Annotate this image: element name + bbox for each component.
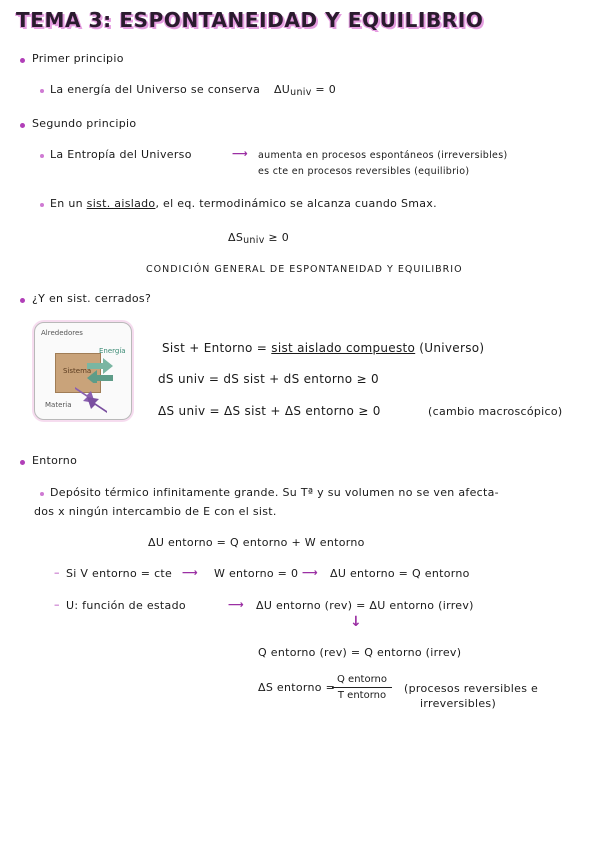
primer-energia-eq: ΔU <box>273 83 291 96</box>
fraction-denominator: T entorno <box>337 690 387 701</box>
bullet-dot <box>20 123 25 128</box>
aislado-post: , el eq. termodinámico se alcanza cuando Smax. <box>155 197 437 210</box>
bullet-dot <box>20 58 25 63</box>
segundo-heading: Segundo principio <box>32 117 137 130</box>
entorno-si-c: ΔU entorno = Q entorno <box>330 567 470 580</box>
primer-energia-text: La energía del Universo se conserva <box>50 83 261 96</box>
entorno-u-b: ΔU entorno (rev) = ΔU entorno (irrev) <box>256 599 474 612</box>
eq1-post: (Universo) <box>415 341 485 355</box>
diagram-sistema: Sistema <box>63 367 92 375</box>
system-diagram <box>34 322 132 420</box>
matter-arrows-icon <box>71 385 111 415</box>
condicion-general: CONDICIÓN GENERAL DE ESPONTANEIDAD Y EQUILIBRIO <box>146 264 463 275</box>
bullet-dot <box>40 154 44 158</box>
ineq-sub: univ <box>243 235 265 246</box>
entorno-heading: Entorno <box>32 454 78 467</box>
bullet-dot <box>20 460 25 465</box>
bullet-dot <box>40 203 44 207</box>
entorno-ds-note1: (procesos reversibles e <box>404 682 539 695</box>
cerrados-eq2: dS univ = dS sist + dS entorno ≥ 0 <box>158 372 379 386</box>
ineq-text: ΔS <box>228 231 244 244</box>
entorno-si-b: W entorno = 0 <box>214 567 299 580</box>
energy-arrows-icon <box>85 355 115 383</box>
aislado-pre: En un <box>50 197 87 210</box>
arrow-icon: ⟶ <box>232 147 249 160</box>
entorno-ds: ΔS entorno = <box>258 681 336 694</box>
arrow-icon: ⟶ <box>302 566 319 579</box>
dash-bullet: – <box>54 598 60 611</box>
cerrados-heading: ¿Y en sist. cerrados? <box>32 292 152 305</box>
cerrados-eq3-note: (cambio macroscópico) <box>428 405 563 418</box>
entorno-si: Si V entorno = cte <box>66 567 173 580</box>
down-arrow-icon: ↓ <box>350 614 363 630</box>
segundo-entropia: La Entropía del Universo <box>50 148 192 161</box>
diagram-alrededores: Alrededores <box>41 329 83 337</box>
aislado-underlined: sist. aislado <box>86 197 156 210</box>
ineq-val: ≥ 0 <box>264 231 290 244</box>
page-title: TEMA 3: ESPONTANEIDAD Y EQUILIBRIO <box>16 8 484 32</box>
bullet-dot <box>20 298 25 303</box>
arrow-icon: ⟶ <box>182 566 199 579</box>
segundo-ineq <box>228 231 289 246</box>
diagram-materia: Materia <box>45 401 72 409</box>
entorno-fraction <box>332 674 392 701</box>
diagram-energia: Energía <box>99 347 126 355</box>
entorno-ds-note2: irreversibles) <box>420 697 497 710</box>
eq1-pre: Sist + Entorno = <box>162 341 272 355</box>
entorno-u: U: función de estado <box>66 599 186 612</box>
primer-heading: Primer principio <box>32 52 124 65</box>
eq1-underlined: sist aislado compuesto <box>271 341 416 355</box>
bullet-dot <box>40 492 44 496</box>
primer-energia-val: = 0 <box>311 83 337 96</box>
cerrados-eq1 <box>162 341 484 355</box>
entorno-eq1: ΔU entorno = Q entorno + W entorno <box>148 536 365 549</box>
fraction-line <box>332 687 392 688</box>
dash-bullet: – <box>54 566 60 579</box>
fraction-numerator: Q entorno <box>337 674 387 685</box>
segundo-aislado <box>50 197 437 210</box>
primer-energia-sub: univ <box>290 87 312 98</box>
segundo-line1: aumenta en procesos espontáneos (irreversibles) <box>258 150 508 161</box>
entorno-q: Q entorno (rev) = Q entorno (irrev) <box>258 646 462 659</box>
bullet-dot <box>40 89 44 93</box>
entorno-p2: dos x ningún intercambio de E con el sist. <box>34 505 277 518</box>
segundo-line2: es cte en procesos reversibles (equilibrio) <box>258 166 470 177</box>
primer-energia <box>50 83 336 98</box>
arrow-icon: ⟶ <box>228 598 245 611</box>
cerrados-eq3: ΔS univ = ΔS sist + ΔS entorno ≥ 0 <box>158 404 381 418</box>
entorno-p1: Depósito térmico infinitamente grande. Su Tª y su volumen no se ven afecta- <box>50 486 499 499</box>
